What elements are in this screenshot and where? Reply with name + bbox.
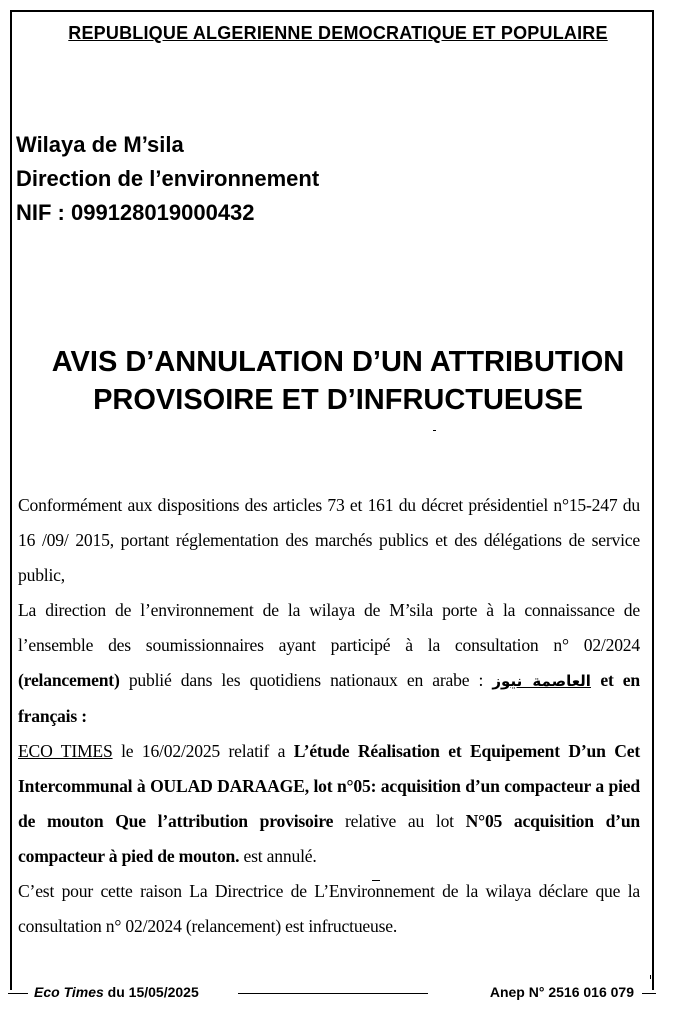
notice-title — [0, 343, 676, 419]
p2-attribution: Que l’attribution provisoire — [103, 811, 334, 831]
issuer-block — [16, 128, 319, 230]
p2-lot: N°05 acquisition d’un compacteur à pied de mouton. — [18, 811, 641, 866]
scan-speck — [433, 430, 436, 431]
title-line-1: AVIS D’ANNULATION D’UN ATTRIBUTION — [51, 346, 625, 378]
footer — [10, 984, 654, 1004]
republique-heading: REPUBLIQUE ALGERIENNE DEMOCRATIQUE ET POPULAIRE — [68, 23, 608, 43]
p2-text-a: La direction de l’environnement de la wilaya de M’sila porte à la connaissance de l’ensemble des soumissionnaires ayant participé à la consultation n° 02/2024 — [18, 600, 640, 655]
p2-project-description: L’étude Réalisation et Equipement D’un Cet Intercommunal à OULAD DARAAGE, lot n°05: acquisition d’un compacteur a pied de mouton — [18, 741, 641, 831]
scan-speck — [372, 880, 380, 881]
footer-anep: Anep N° 2516 016 079 — [489, 984, 634, 1000]
footer-rule-right — [642, 993, 656, 994]
p2-text-j: est annulé. — [239, 846, 317, 866]
p2-relancement: (relancement) — [18, 670, 120, 690]
footer-date: du 15/05/2025 — [103, 984, 199, 1000]
footer-newspaper: Eco Times — [34, 984, 104, 1000]
body-paragraph-3: C’est pour cette raison La Directrice de L’Environnement de la wilaya déclare que la consultation n° 02/2024 (relancement) est infructueuse. — [18, 881, 640, 936]
footer-rule-left — [8, 993, 28, 994]
footer-publication — [34, 984, 199, 1000]
p2-text-c: publié dans les quotidiens nationaux en arabe : — [119, 670, 493, 690]
footer-rule-middle — [238, 993, 428, 994]
eco-times-name: ECO TIMES — [18, 741, 113, 761]
title-line-2: PROVISOIRE ET D’INFRUCTUEUSE — [93, 384, 583, 416]
body-paragraph-1: Conformément aux dispositions des articles 73 et 161 du décret présidentiel n°15-247 du 16 /09/ 2015, portant réglementation des marchés publics et des délégations de service public, — [18, 495, 640, 585]
scan-speck — [650, 975, 651, 979]
wilaya-line: Wilaya de M’sila — [16, 132, 184, 157]
p2-text-e: le 16/02/2025 relatif a — [112, 741, 294, 761]
p2-text-d: et en français : — [18, 670, 641, 726]
p2-text-h: relative au lot — [333, 811, 466, 831]
arabic-newspaper-name: العاصمة نيوز — [492, 672, 591, 690]
nif-line: NIF : 099128019000432 — [16, 200, 255, 225]
body-paragraph-2 — [18, 593, 640, 874]
direction-line: Direction de l’environnement — [16, 166, 320, 191]
notice-body — [18, 488, 640, 944]
